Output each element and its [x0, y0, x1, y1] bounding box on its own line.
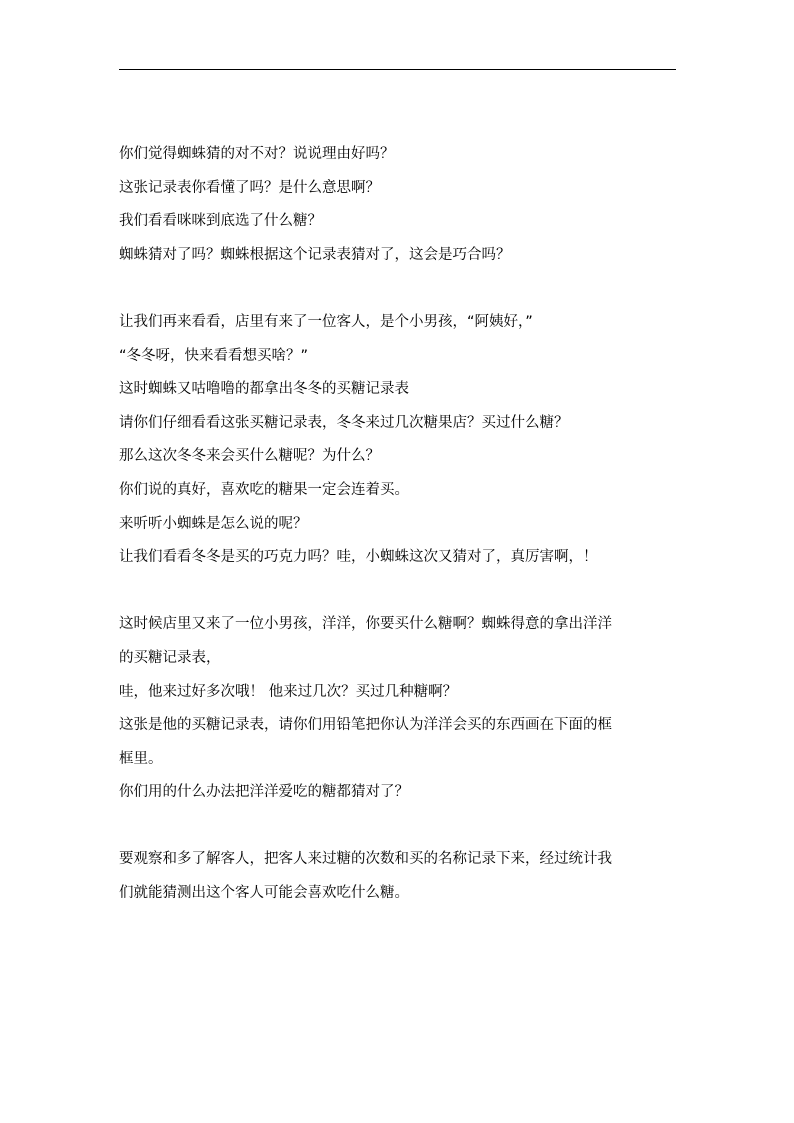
- text-line: 你们觉得蜘蛛猜的对不对？说说理由好吗？: [119, 146, 395, 162]
- text-line: 那么这次冬冬来会买什么糖呢？为什么？: [119, 448, 380, 465]
- text-line: 你们用的什么办法把洋洋爱吃的糖都猜对了？: [119, 784, 409, 801]
- text-line: 们就能猜测出这个客人可能会喜欢吃什么糖。: [119, 885, 409, 902]
- text-line: 来听听小蜘蛛是怎么说的呢？: [119, 515, 308, 532]
- text-line: 哇，他来过好多次哦！ 他来过几次？买过几种糖啊？: [119, 683, 458, 700]
- paragraph-spacer: [119, 810, 679, 844]
- text-line: 让我们看看冬冬是买的巧克力吗？哇，小蜘蛛这次又猜对了，真厉害啊，！: [119, 549, 598, 566]
- paragraph-2: [119, 306, 679, 575]
- paragraph-spacer: [119, 575, 679, 609]
- text-line: 蜘蛛猜对了吗？蜘蛛根据这个记录表猜对了，这会是巧合吗？: [119, 246, 511, 263]
- text-line: 让我们再来看看，店里有来了一位客人，是个小男孩，“阿姨好，”: [119, 313, 533, 330]
- text-line: 这时蜘蛛又咕噜噜的都拿出冬冬的买糖记录表: [119, 381, 409, 398]
- paragraph-3: [119, 608, 679, 810]
- text-line: 请你们仔细看看这张买糖记录表，冬冬来过几次糖果店？买过什么糖？: [119, 414, 569, 431]
- header-divider: [119, 69, 676, 70]
- text-line: 这时候店里又来了一位小男孩，洋洋，你要买什么糖啊？蜘蛛得意的拿出洋洋: [119, 616, 612, 633]
- text-line: 框里。: [119, 750, 163, 767]
- document-body: [119, 138, 679, 911]
- text-line: 要观察和多了解客人，把客人来过糖的次数和买的名称记录下来，经过统计我: [119, 851, 612, 868]
- paragraph-1: [119, 138, 679, 272]
- text-line: 的买糖记录表，: [119, 649, 221, 666]
- text-line: 我们看看咪咪到底选了什么糖？: [119, 213, 322, 230]
- text-line: “冬冬呀，快来看看想买啥？”: [119, 347, 309, 364]
- text-line: 这张是他的买糖记录表，请你们用铅笔把你认为洋洋会买的东西画在下面的框: [119, 717, 612, 734]
- text-line: 这张记录表你看懂了吗？是什么意思啊？: [119, 179, 380, 196]
- paragraph-4: [119, 843, 679, 910]
- text-line: 你们说的真好，喜欢吃的糖果一定会连着买。: [119, 481, 409, 498]
- paragraph-spacer: [119, 272, 679, 306]
